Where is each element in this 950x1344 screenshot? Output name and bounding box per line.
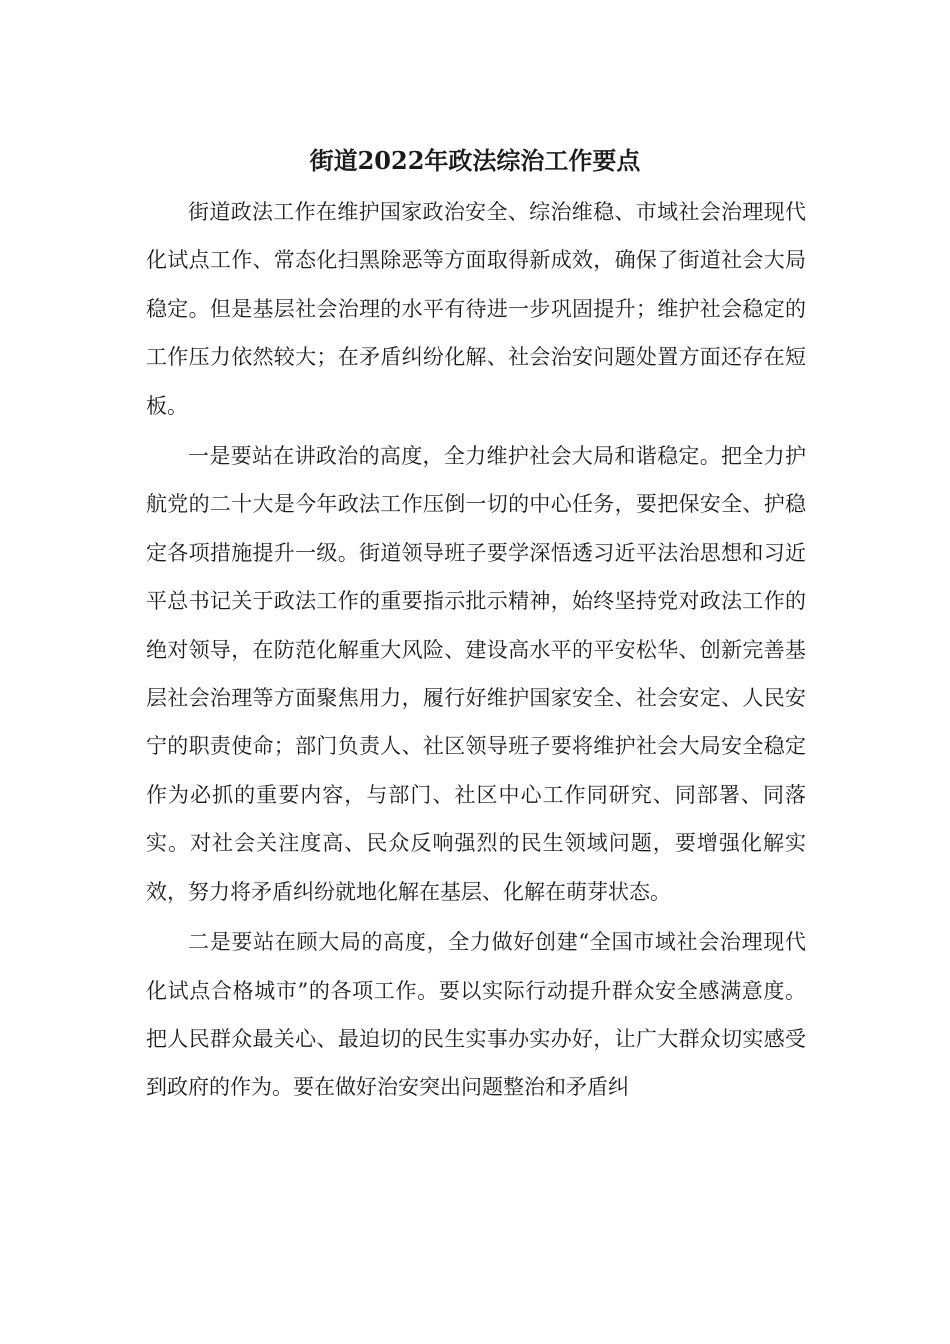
- paragraph-intro: 街道政法工作在维护国家政治安全、综治维稳、市域社会治理现代化试点工作、常态化扫黑除恶等方面取得新成效，确保了街道社会大局稳定。但是基层社会治理的水平有待进一步巩固提升；维护社会稳定的工作压力依然较大；在矛盾纠纷化解、社会治安问题处置方面还存在短板。: [146, 200, 806, 418]
- document-body: [146, 188, 806, 1112]
- document-title: 街道2022年政法综治工作要点: [309, 146, 641, 175]
- paragraph-point-two: 二是要站在顾大局的高度，全力做好创建“全国市域社会治理现代化试点合格城市”的各项工作。要以实际行动提升群众安全感满意度。把人民群众最关心、最迫切的民生实事办实办好，让广大群众切实感受到政府的作为。要在做好治安突出问题整治和矛盾纠: [146, 930, 806, 1100]
- paragraph-point-one: 一是要站在讲政治的高度，全力维护社会大局和谐稳定。把全力护航党的二十大是今年政法工作压倒一切的中心任务，要把保安全、护稳定各项措施提升一级。街道领导班子要学深悟透习近平法治思想和习近平总书记关于政法工作的重要指示批示精神，始终坚持党对政法工作的绝对领导，在防范化解重大风险、建设高水平的平安松华、创新完善基层社会治理等方面聚焦用力，履行好维护国家安全、社会安定、人民安宁的职责使命；部门负责人、社区领导班子要将维护社会大局安全稳定作为必抓的重要内容，与部门、社区中心工作同研究、同部署、同落实。对社会关注度高、民众反响强烈的民生领域问题，要增强化解实效，努力将矛盾纠纷就地化解在基层、化解在萌芽状态。: [146, 444, 806, 904]
